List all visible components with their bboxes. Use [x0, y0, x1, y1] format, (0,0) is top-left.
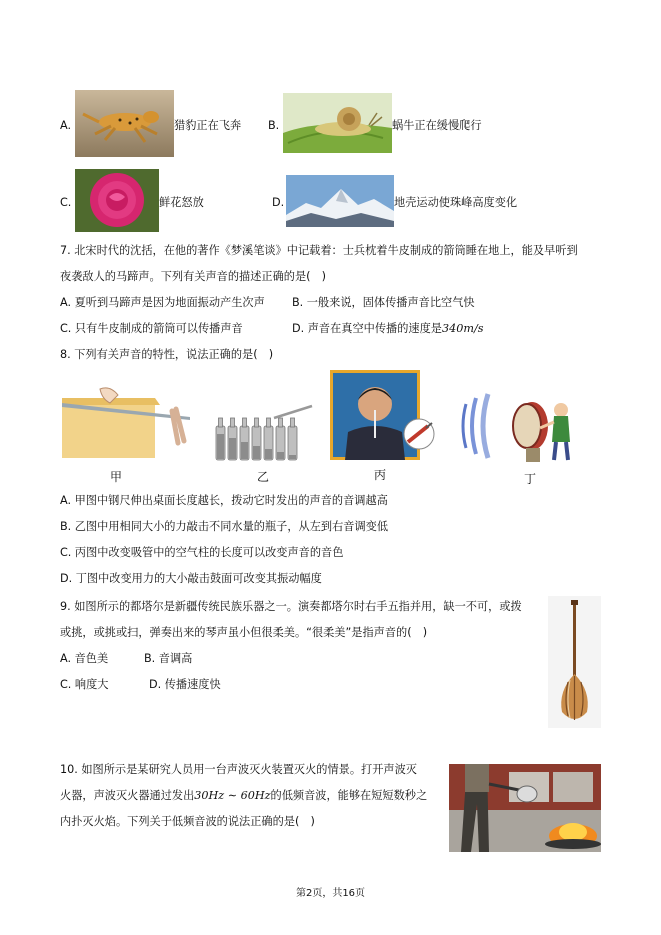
dutar-instrument-image: [548, 596, 601, 728]
figure-ding-drum: [460, 386, 578, 466]
q10-frequency-range: 30Hz ∼ 60Hz: [194, 789, 271, 802]
q7-option-b: B. 一般来说，固体传播声音比空气快: [292, 296, 475, 309]
q10-stem-line2: [60, 789, 427, 803]
q10-line2-post: 的低频音波，能够在短短数秒之: [270, 789, 428, 802]
q6-option-b-text: 蜗牛正在缓慢爬行: [392, 119, 482, 132]
q6-option-c-label: C.: [60, 196, 72, 209]
snail-image: [283, 93, 392, 153]
cheetah-image: [75, 90, 174, 157]
q6-option-c-text: 鲜花怒放: [159, 196, 204, 209]
q7-stem-line1: 7. 北宋时代的沈括，在他的著作《梦溪笔谈》中记载着：士兵枕着牛皮制成的箭筒睡在地上，能及早听到: [60, 244, 578, 257]
q8-option-d: D. 丁图中改变用力的大小敲击鼓面可改变其振动幅度: [60, 572, 322, 585]
q6-option-a-label: A.: [60, 119, 72, 132]
page-footer: 第2页，共16页: [295, 888, 366, 899]
figure-jia-label: 甲: [110, 470, 123, 484]
q10-stem-line1: 10. 如图所示是某研究人员用一台声波灭火装置灭火的情景。打开声波灭: [60, 763, 417, 776]
q9-option-c: C. 响度大: [60, 678, 109, 691]
figure-yi-bottles: [214, 404, 314, 462]
q10-stem-line3: 内扑灭火焰。下列关于低频音波的说法正确的是( ): [60, 815, 315, 828]
q7-option-a: A. 夏听到马蹄声是因为地面振动产生次声: [60, 296, 265, 309]
rose-image: [75, 169, 159, 232]
q7-option-d-text: D. 声音在真空中传播的速度是: [292, 322, 442, 335]
figure-bing-syringe-inset: [402, 418, 436, 450]
q9-option-b: B. 音调高: [144, 652, 193, 665]
figure-ding-label: 丁: [524, 472, 537, 486]
q7-option-d: [292, 322, 483, 336]
figure-yi-label: 乙: [257, 470, 270, 484]
q8-stem: 8. 下列有关声音的特性，说法正确的是( ): [60, 348, 274, 361]
q7-option-c: C. 只有牛皮制成的箭筒可以传播声音: [60, 322, 243, 335]
q7-stem-line2: 夜袭敌人的马蹄声。下列有关声音的描述正确的是( ): [60, 270, 327, 283]
q6-option-d-text: 地壳运动使珠峰高度变化: [394, 196, 518, 209]
q8-option-a: A. 甲图中钢尺伸出桌面长度越长，拨动它时发出的声音的音调越高: [60, 494, 388, 507]
q9-option-d: D. 传播速度快: [149, 678, 221, 691]
sound-extinguisher-image: [449, 764, 601, 852]
q6-option-a-text: 猎豹正在飞奔: [174, 119, 242, 132]
q10-line2-pre: 火器，声波灭火器通过发出: [60, 789, 195, 802]
mountain-image: [286, 175, 394, 227]
q8-option-b: B. 乙图中用相同大小的力敲击不同水量的瓶子，从左到右音调变低: [60, 520, 389, 533]
figure-jia-ruler: [60, 383, 200, 458]
figure-bing-label: 丙: [374, 468, 387, 482]
q6-option-d-label: D.: [272, 196, 285, 209]
q9-option-a: A. 音色美: [60, 652, 109, 665]
q7-option-d-value: 340m/s: [441, 322, 484, 335]
q9-stem-line1: 9. 如图所示的都塔尔是新疆传统民族乐器之一。演奏都塔尔时右手五指并用，缺一不可，或拨: [60, 600, 522, 613]
q8-option-c: C. 丙图中改变吸管中的空气柱的长度可以改变声音的音色: [60, 546, 344, 559]
q9-stem-line2: 或挑，或挑或扫，弹奏出来的琴声虽小但很柔美。“很柔美”是指声音的( ): [60, 626, 428, 639]
q6-option-b-label: B.: [268, 119, 280, 132]
